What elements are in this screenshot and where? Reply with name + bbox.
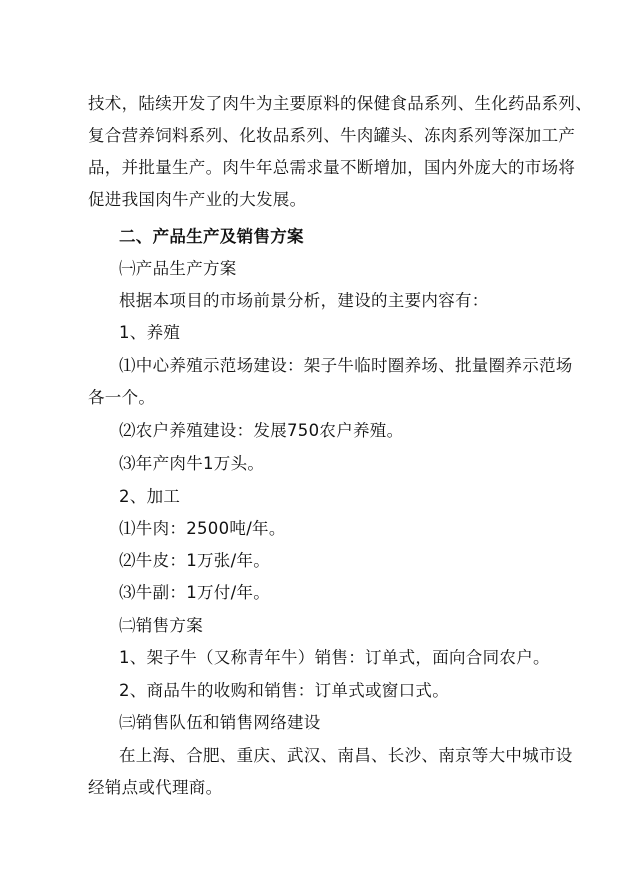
subsection-heading: ㈠产品生产方案 (119, 259, 237, 278)
paragraph-line: 在上海、合肥、重庆、武汉、南昌、长沙、南京等大中城市设 (119, 746, 573, 765)
paragraph-line: 复合营养饲料系列、化妆品系列、牛肉罐头、冻肉系列等深加工产 (88, 126, 576, 145)
paragraph-line: 品，并批量生产。肉牛年总需求量不断增加，国内外庞大的市场将 (88, 158, 576, 177)
paragraph-line: 技术，陆续开发了肉牛为主要原料的保健食品系列、生化药品系列、 (88, 94, 592, 113)
item-heading: 1、养殖 (119, 323, 181, 342)
list-item-continuation: 各一个。 (88, 388, 156, 407)
list-item: ⑶牛副：1万付/年。 (119, 583, 271, 602)
list-item: ⑵牛皮：1万张/年。 (119, 551, 271, 570)
list-item: ⑴中心养殖示范场建设：架子牛临时圈养场、批量圈养示范场 (119, 356, 573, 375)
subsection-heading: ㈡销售方案 (119, 616, 203, 635)
list-item: ⑵农户养殖建设：发展750农户养殖。 (119, 421, 404, 440)
section-heading: 二、产品生产及销售方案 (119, 227, 304, 246)
intro-text: 根据本项目的市场前景分析，建设的主要内容有： (119, 291, 489, 310)
paragraph-line: 促进我国肉牛产业的大发展。 (88, 190, 307, 209)
item-heading: 2、加工 (119, 487, 181, 506)
subsection-heading: ㈢销售队伍和销售网络建设 (119, 713, 321, 732)
list-item: 1、架子牛（又称青年牛）销售：订单式，面向合同农户。 (119, 648, 550, 667)
list-item: ⑴牛肉：2500吨/年。 (119, 519, 286, 538)
list-item: 2、商品牛的收购和销售：订单式或窗口式。 (119, 681, 449, 700)
list-item: ⑶年产肉牛1万头。 (119, 454, 265, 473)
paragraph-line: 经销点或代理商。 (88, 778, 223, 797)
